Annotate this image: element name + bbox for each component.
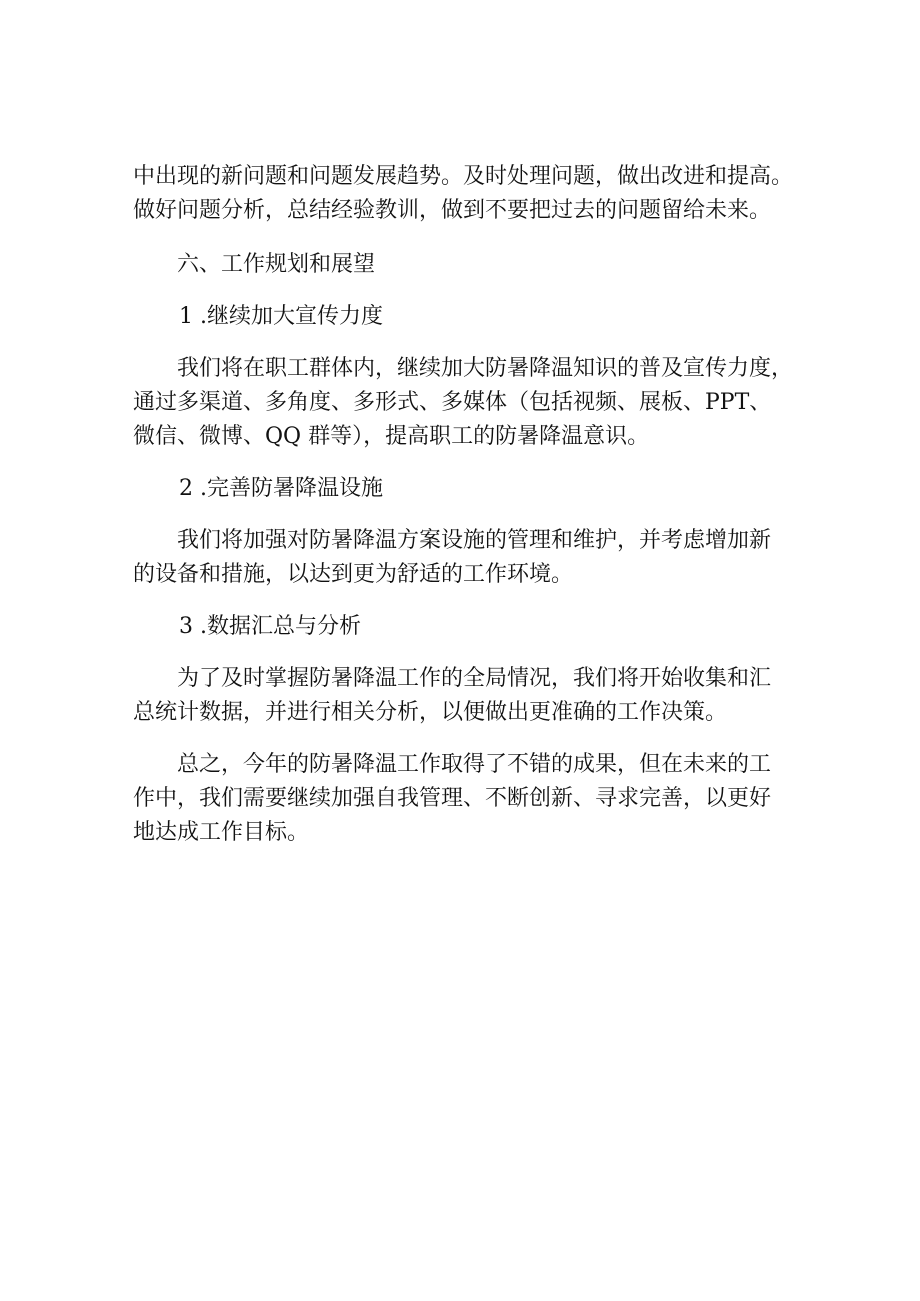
text-line: 中出现的新问题和问题发展趋势。及时处理问题，做出改进和提高。 xyxy=(133,164,794,189)
text-line: 做好问题分析，总结经验教训，做到不要把过去的问题留给未来。 xyxy=(133,198,772,223)
numbered-heading-text: 3 .数据汇总与分析 xyxy=(179,614,361,639)
text-line: 地达成工作目标。 xyxy=(133,820,310,845)
text-line: 微信、微博、QQ 群等），提高职工的防暑降温意识。 xyxy=(133,424,650,449)
text-line: 为了及时掌握防暑降温工作的全局情况，我们将开始收集和汇 xyxy=(177,666,772,691)
text-line: 通过多渠道、多角度、多形式、多媒体（包括视频、展板、PPT、 xyxy=(133,390,772,415)
text-line: 的设备和措施，以达到更为舒适的工作环境。 xyxy=(133,562,574,587)
paragraph-continuation xyxy=(133,160,808,228)
document-body xyxy=(133,160,808,868)
numbered-heading-text: 2 .完善防暑降温设施 xyxy=(179,476,383,501)
paragraph-conclusion xyxy=(133,748,808,850)
section-heading xyxy=(133,248,808,282)
text-line: 总之，今年的防暑降温工作取得了不错的成果，但在未来的工 xyxy=(177,752,772,777)
numbered-heading-text: 1 .继续加大宣传力度 xyxy=(179,304,383,329)
paragraph-item-1 xyxy=(133,352,808,454)
numbered-heading-1 xyxy=(133,300,808,334)
text-line: 我们将加强对防暑降温方案设施的管理和维护，并考虑增加新 xyxy=(177,528,772,553)
text-line: 作中，我们需要继续加强自我管理、不断创新、寻求完善，以更好 xyxy=(133,786,772,811)
numbered-heading-2 xyxy=(133,472,808,506)
paragraph-item-3 xyxy=(133,662,808,730)
paragraph-item-2 xyxy=(133,524,808,592)
numbered-heading-3 xyxy=(133,610,808,644)
section-heading-text: 六、工作规划和展望 xyxy=(177,252,376,277)
text-line: 总统计数据，并进行相关分析，以便做出更准确的工作决策。 xyxy=(133,700,728,725)
text-line: 我们将在职工群体内，继续加大防暑降温知识的普及宣传力度， xyxy=(177,356,794,381)
